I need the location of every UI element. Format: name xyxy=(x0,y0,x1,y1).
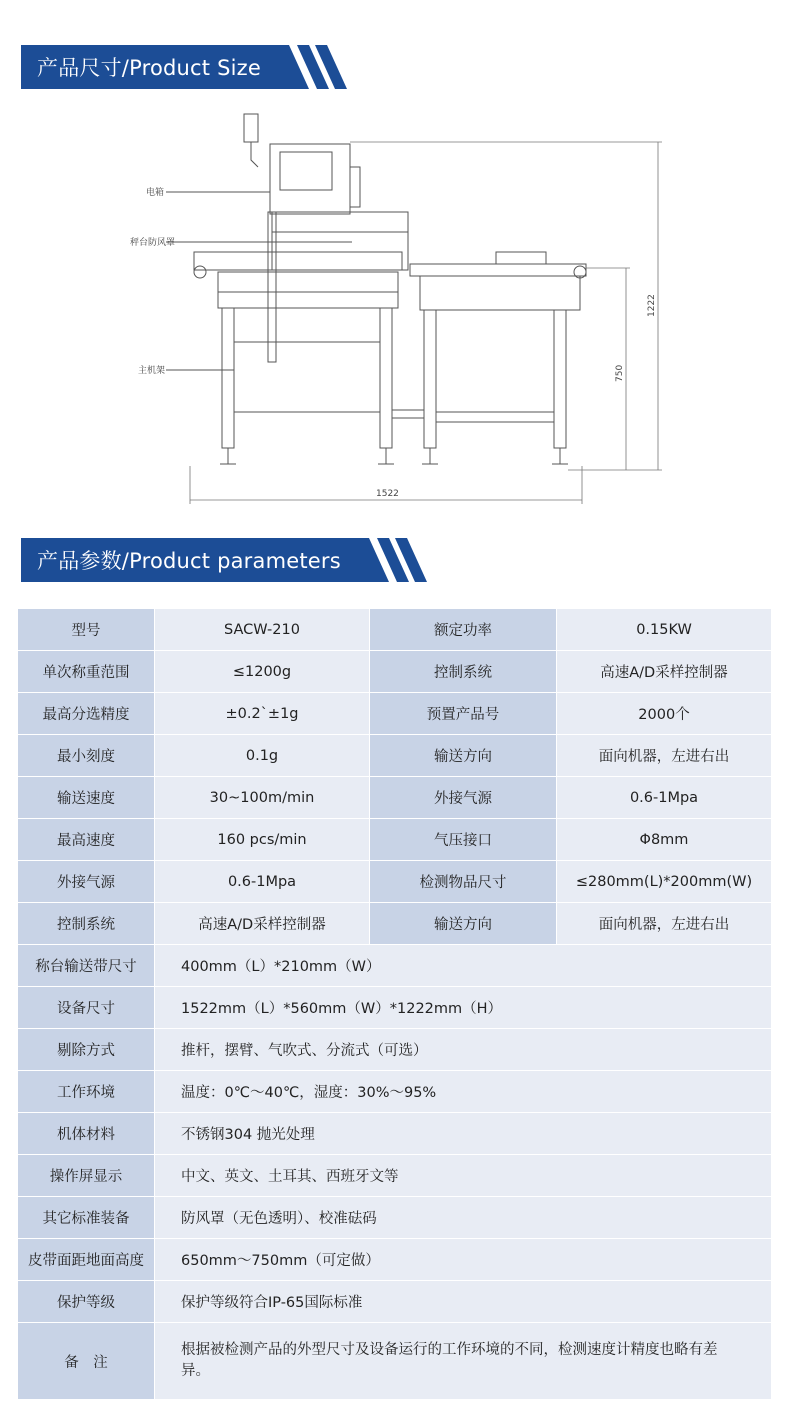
param-label: 输送方向 xyxy=(370,903,557,945)
param-label: 输送方向 xyxy=(370,735,557,777)
table-row xyxy=(18,987,772,1029)
param-label: 最小刻度 xyxy=(18,735,155,777)
param-value: ±0.2`±1g xyxy=(155,693,370,735)
param-label: 最高速度 xyxy=(18,819,155,861)
dim-width-label: 1522 xyxy=(376,489,399,499)
stripes-decoration-icon xyxy=(355,538,445,582)
table-row xyxy=(18,1281,772,1323)
param-label: 单次称重范围 xyxy=(18,651,155,693)
param-value: 30~100m/min xyxy=(155,777,370,819)
param-label: 控制系统 xyxy=(18,903,155,945)
table-row xyxy=(18,1029,772,1071)
note-label: 备 注 xyxy=(18,1323,155,1400)
label-windshield: 秤台防风罩 xyxy=(130,238,176,248)
label-frame: 主机架 xyxy=(138,366,166,376)
param-value: 高速A/D采样控制器 xyxy=(155,903,370,945)
param-label: 型号 xyxy=(18,609,155,651)
param-value: 2000个 xyxy=(557,693,772,735)
param-value: 160 pcs/min xyxy=(155,819,370,861)
param-value: SACW-210 xyxy=(155,609,370,651)
table-row xyxy=(18,945,772,987)
table-row xyxy=(18,735,772,777)
param-label: 保护等级 xyxy=(18,1281,155,1323)
product-size-drawing xyxy=(130,112,670,512)
param-label: 其它标准装备 xyxy=(18,1197,155,1239)
param-label: 操作屏显示 xyxy=(18,1155,155,1197)
table-row xyxy=(18,903,772,945)
table-row xyxy=(18,1113,772,1155)
table-row xyxy=(18,1071,772,1113)
section-header-params xyxy=(21,538,445,582)
param-value: 0.6-1Mpa xyxy=(155,861,370,903)
dim-height-total-label: 1222 xyxy=(647,294,657,317)
section-title-size: 产品尺寸/Product Size xyxy=(21,45,275,89)
param-value: 中文、英文、土耳其、西班牙文等 xyxy=(155,1155,772,1197)
parameters-table xyxy=(17,608,772,1400)
table-row xyxy=(18,1197,772,1239)
param-value: 防风罩（无色透明）、校准砝码 xyxy=(155,1197,772,1239)
param-value: ≤1200g xyxy=(155,651,370,693)
param-label: 外接气源 xyxy=(370,777,557,819)
param-value: 推杆，摆臂、气吹式、分流式（可选） xyxy=(155,1029,772,1071)
param-label: 气压接口 xyxy=(370,819,557,861)
machine-drawing-svg xyxy=(130,112,670,512)
param-label: 检测物品尺寸 xyxy=(370,861,557,903)
table-row xyxy=(18,651,772,693)
param-value: 高速A/D采样控制器 xyxy=(557,651,772,693)
param-value: ≤280mm(L)*200mm(W) xyxy=(557,861,772,903)
param-label: 皮带面距地面高度 xyxy=(18,1239,155,1281)
table-row xyxy=(18,609,772,651)
param-label: 机体材料 xyxy=(18,1113,155,1155)
param-value: 0.1g xyxy=(155,735,370,777)
table-row xyxy=(18,777,772,819)
param-value: 0.15KW xyxy=(557,609,772,651)
param-value: 温度：0℃～40℃，湿度：30%～95% xyxy=(155,1071,772,1113)
param-label: 控制系统 xyxy=(370,651,557,693)
table-row xyxy=(18,819,772,861)
param-value: 0.6-1Mpa xyxy=(557,777,772,819)
param-label: 外接气源 xyxy=(18,861,155,903)
param-label: 工作环境 xyxy=(18,1071,155,1113)
dim-height-belt-label: 750 xyxy=(615,364,625,382)
param-value: 面向机器，左进右出 xyxy=(557,903,772,945)
param-value: 650mm～750mm（可定做） xyxy=(155,1239,772,1281)
table-row xyxy=(18,1323,772,1400)
param-label: 称台输送带尺寸 xyxy=(18,945,155,987)
param-label: 预置产品号 xyxy=(370,693,557,735)
table-row xyxy=(18,693,772,735)
param-value: 400mm（L）*210mm（W） xyxy=(155,945,772,987)
param-value: 保护等级符合IP-65国际标准 xyxy=(155,1281,772,1323)
table-row xyxy=(18,861,772,903)
table-row xyxy=(18,1239,772,1281)
section-header-size xyxy=(21,45,365,89)
label-electric-box: 电箱 xyxy=(146,188,165,198)
param-label: 输送速度 xyxy=(18,777,155,819)
table-row xyxy=(18,1155,772,1197)
section-title-params: 产品参数/Product parameters xyxy=(21,538,355,582)
param-label: 最高分选精度 xyxy=(18,693,155,735)
param-value: 不锈钢304 抛光处理 xyxy=(155,1113,772,1155)
param-value: 1522mm（L）*560mm（W）*1222mm（H） xyxy=(155,987,772,1029)
param-label: 设备尺寸 xyxy=(18,987,155,1029)
stripes-decoration-icon xyxy=(275,45,365,89)
param-value: Φ8mm xyxy=(557,819,772,861)
param-value: 面向机器，左进右出 xyxy=(557,735,772,777)
param-label: 剔除方式 xyxy=(18,1029,155,1071)
param-label: 额定功率 xyxy=(370,609,557,651)
note-value: 根据被检测产品的外型尺寸及设备运行的工作环境的不同，检测速度计精度也略有差异。 xyxy=(155,1323,772,1400)
